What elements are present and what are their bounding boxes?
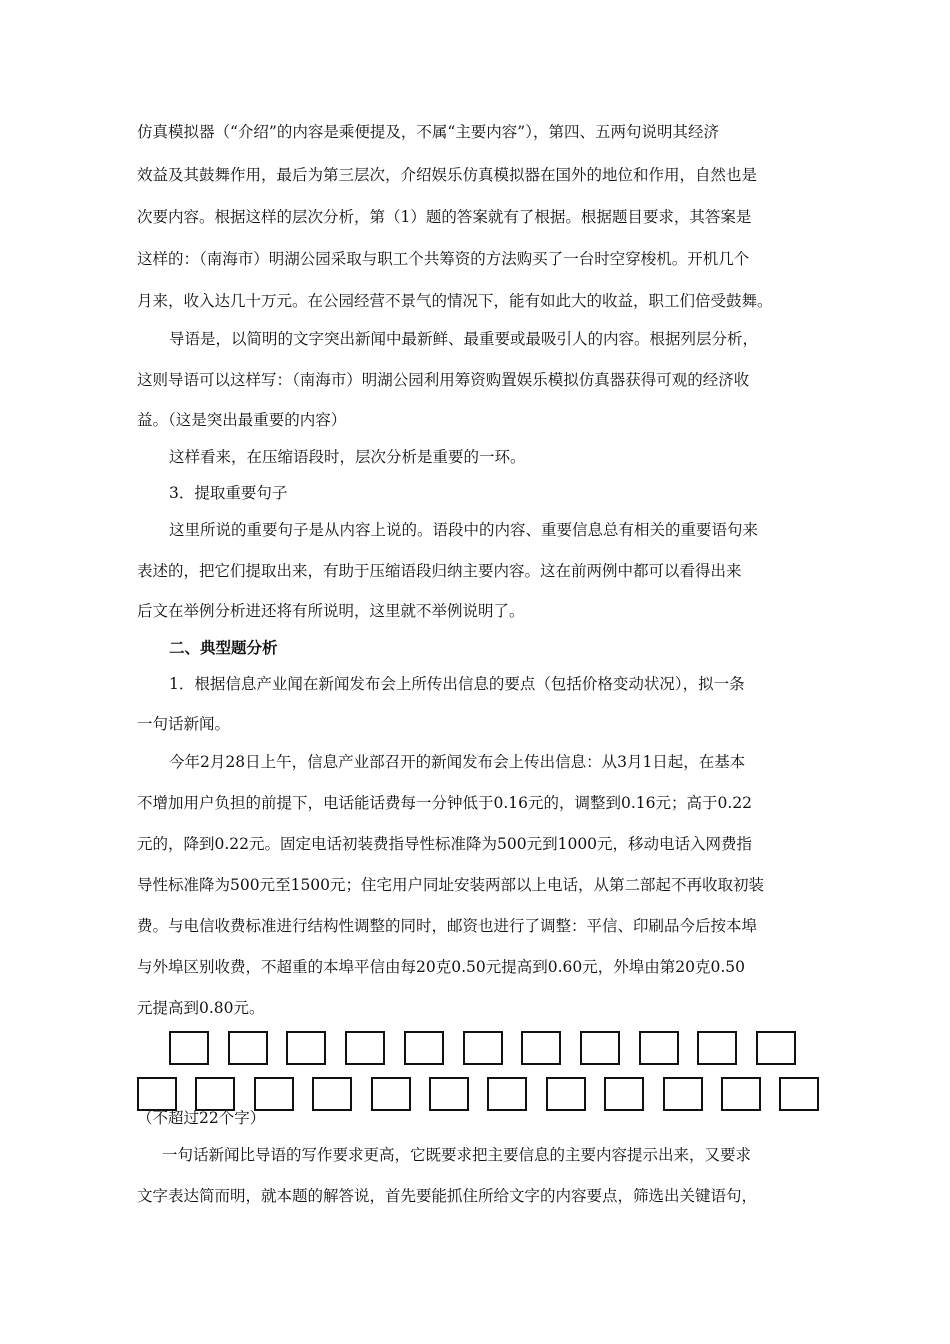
paragraph-line: 导性标准降为500元至1500元；住宅用户同址安装两部以上电话，从第二部起不再收取初装 <box>137 876 765 894</box>
paragraph-line: 元提高到0.80元。 <box>137 999 265 1017</box>
paragraph-line: 这里所说的重要句子是从内容上说的。语段中的内容、重要信息总有相关的重要语句来 <box>169 521 759 539</box>
answer-box <box>697 1031 737 1065</box>
answer-box <box>286 1031 326 1065</box>
answer-box <box>137 1077 177 1111</box>
word-limit-note: （不超过22个字） <box>137 1109 266 1127</box>
answer-box <box>721 1077 761 1111</box>
question-line: 1．根据信息产业闻在新闻发布会上所传出信息的要点（包括价格变动状况），拟一条 <box>169 675 745 693</box>
answer-box <box>404 1031 444 1065</box>
paragraph-line: 这样的：（南海市）明湖公园采取与职工个共筹资的方法购买了一台时空穿梭机。开机几个 <box>137 250 750 268</box>
paragraph-line: 益。（这是突出最重要的内容） <box>137 411 347 429</box>
paragraph-line: 元的，降到0.22元。固定电话初装费指导性标准降为500元到1000元，移动电话入网费指 <box>137 835 753 853</box>
answer-box <box>639 1031 679 1065</box>
answer-box <box>169 1031 209 1065</box>
answer-box <box>463 1031 503 1065</box>
paragraph-line: 效益及其鼓舞作用，最后为第三层次，介绍娱乐仿真模拟器在国外的地位和作用，自然也是 <box>137 166 758 184</box>
answer-box <box>487 1077 527 1111</box>
paragraph-line: 导语是，以简明的文字突出新闻中最新鲜、最重要或最吸引人的内容。根据列层分析， <box>169 330 759 348</box>
answer-box <box>195 1077 235 1111</box>
answer-box <box>312 1077 352 1111</box>
answer-box <box>521 1031 561 1065</box>
answer-box <box>345 1031 385 1065</box>
question-line: 一句话新闻。 <box>137 715 231 733</box>
paragraph-line: 一句话新闻比导语的写作要求更高，它既要求把主要信息的主要内容提示出来，又要求 <box>162 1146 752 1164</box>
paragraph-line: 月来，收入达几十万元。在公园经营不景气的情况下，能有如此大的收益，职工们倍受鼓舞。 <box>137 292 773 310</box>
paragraph-line: 费。与电信收费标准进行结构性调整的同时，邮资也进行了调整：平信、印刷品今后按本埠 <box>137 917 758 935</box>
paragraph-line: 仿真模拟器（“介绍”的内容是乘便提及，不属“主要内容”），第四、五两句说明其经济 <box>137 123 719 141</box>
answer-box <box>663 1077 703 1111</box>
answer-box <box>779 1077 819 1111</box>
answer-box <box>580 1031 620 1065</box>
paragraph-line: 文字表达简而明，就本题的解答说，首先要能抓住所给文字的内容要点，筛选出关键语句， <box>137 1187 758 1205</box>
paragraph-line: 这样看来，在压缩语段时，层次分析是重要的一环。 <box>169 448 526 466</box>
section-heading: 3．提取重要句子 <box>169 484 288 502</box>
paragraph-line: 这则导语可以这样写：（南海市）明湖公园利用筹资购置娱乐模拟仿真器获得可观的经济收 <box>137 371 750 389</box>
paragraph-line: 不增加用户负担的前提下，电话能话费每一分钟低于0.16元的，调整到0.16元；高于0.22 <box>137 794 753 812</box>
paragraph-line: 与外埠区别收费，不超重的本埠平信由每20克0.50元提高到0.60元，外埠由第20克0.50 <box>137 958 745 976</box>
answer-box <box>228 1031 268 1065</box>
paragraph-line: 后文在举例分析进还将有所说明，这里就不举例说明了。 <box>137 602 525 620</box>
paragraph-line: 次要内容。根据这样的层次分析，第（1）题的答案就有了根据。根据题目要求，其答案是 <box>137 208 752 226</box>
answer-box <box>429 1077 469 1111</box>
section-title: 二、典型题分析 <box>169 638 278 657</box>
answer-box <box>371 1077 411 1111</box>
paragraph-line: 表述的，把它们提取出来，有助于压缩语段归纳主要内容。这在前两例中都可以看得出来 <box>137 562 742 580</box>
answer-box <box>546 1077 586 1111</box>
answer-box <box>756 1031 796 1065</box>
answer-box <box>604 1077 644 1111</box>
paragraph-line: 今年2月28日上午，信息产业部召开的新闻发布会上传出信息：从3月1日起，在基本 <box>169 753 746 771</box>
answer-box <box>254 1077 294 1111</box>
